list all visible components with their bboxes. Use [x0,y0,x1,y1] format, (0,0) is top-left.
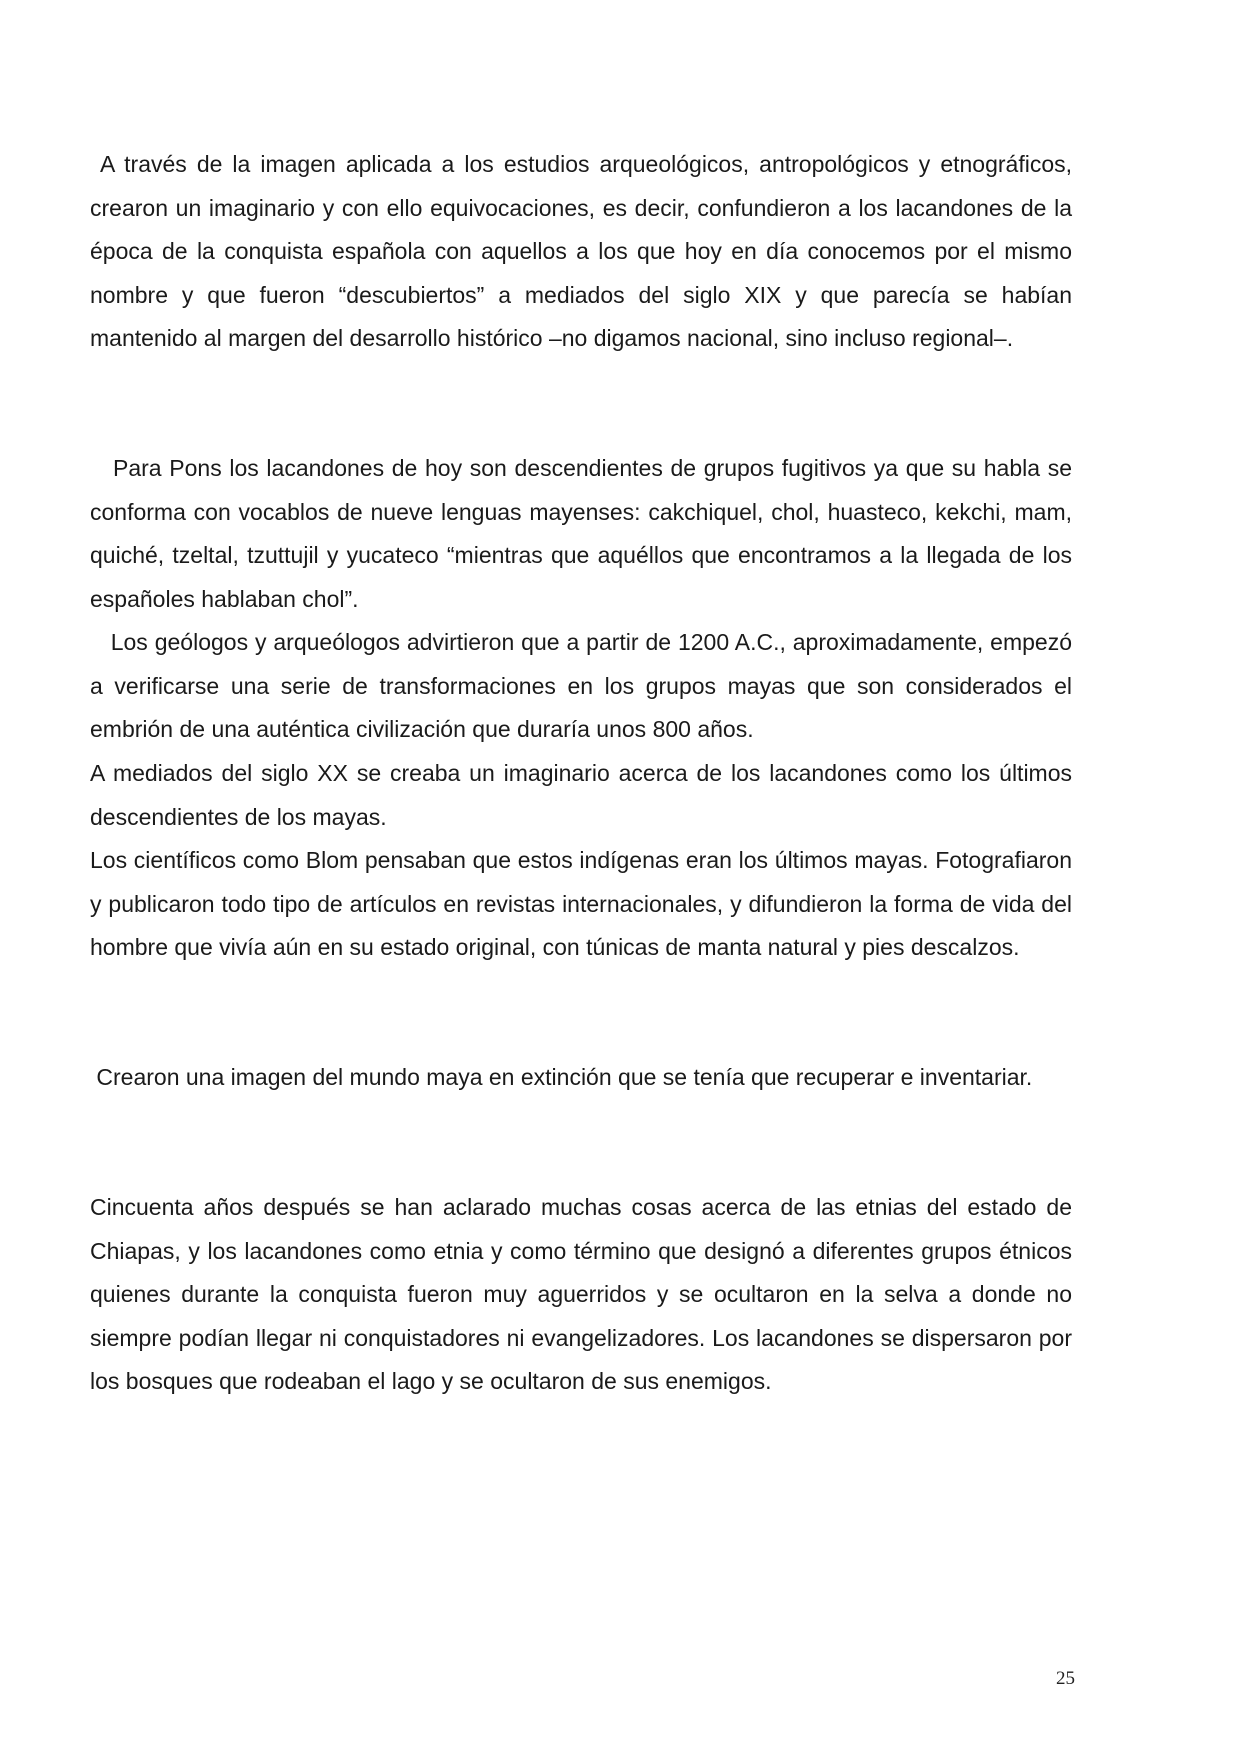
page-number: 25 [1056,1668,1075,1689]
paragraph-7: Cincuenta años después se han aclarado muchas cosas acerca de las etnias del estado de Chiapas, y los lacandones como etnia y como término que designó a diferentes grupos étnicos quienes durante la conquista fueron muy aguerridos y se ocultaron en la selva a donde no siempre podían llegar ni conquistadores ni evangelizadores. Los lacandones se dispersaron por los bosques que rodeaban el lago y se ocultaron de sus enemigos. [90,1194,1072,1394]
paragraph-5: Los científicos como Blom pensaban que estos indígenas eran los últimos mayas. Fotografiaron y publicaron todo tipo de artículos en revistas internacionales, y difundieron la forma de vida del hombre que vivía aún en su estado original, con túnicas de manta natural y pies descalzos. [90,847,1072,960]
paragraph-4: A mediados del siglo XX se creaba un imaginario acerca de los lacandones como los últimos descendientes de los mayas. [90,760,1072,830]
paragraph-1: A través de la imagen aplicada a los estudios arqueológicos, antropológicos y etnográficos, crearon un imaginario y con ello equivocaciones, es decir, confundieron a los lacandones de la época de la conquista española con aquellos a los que hoy en día conocemos por el mismo nombre y que fueron “descubiertos” a mediados del siglo XIX y que parecía se habían mantenido al margen del desarrollo histórico –no digamos nacional, sino incluso regional–. [90,151,1079,351]
paragraph-2: Para Pons los lacandones de hoy son descendientes de grupos fugitivos ya que su habla se conforma con vocablos de nueve lenguas mayenses: cakchiquel, chol, huasteco, kekchi, mam, quiché, tzeltal, tzuttujil y yucateco “mientras que aquéllos que encontramos a la llegada de los españoles hablaban chol”. [90,455,1079,612]
paragraph-3: Los geólogos y arqueólogos advirtieron que a partir de 1200 A.C., aproximadamente, empezó a verificarse una serie de transformaciones en los grupos mayas que son considerados el embrión de una auténtica civilización que duraría unos 800 años. [90,629,1079,742]
paragraph-6: Crearon una imagen del mundo maya en extinción que se tenía que recuperar e inventariar. [90,1064,1033,1090]
